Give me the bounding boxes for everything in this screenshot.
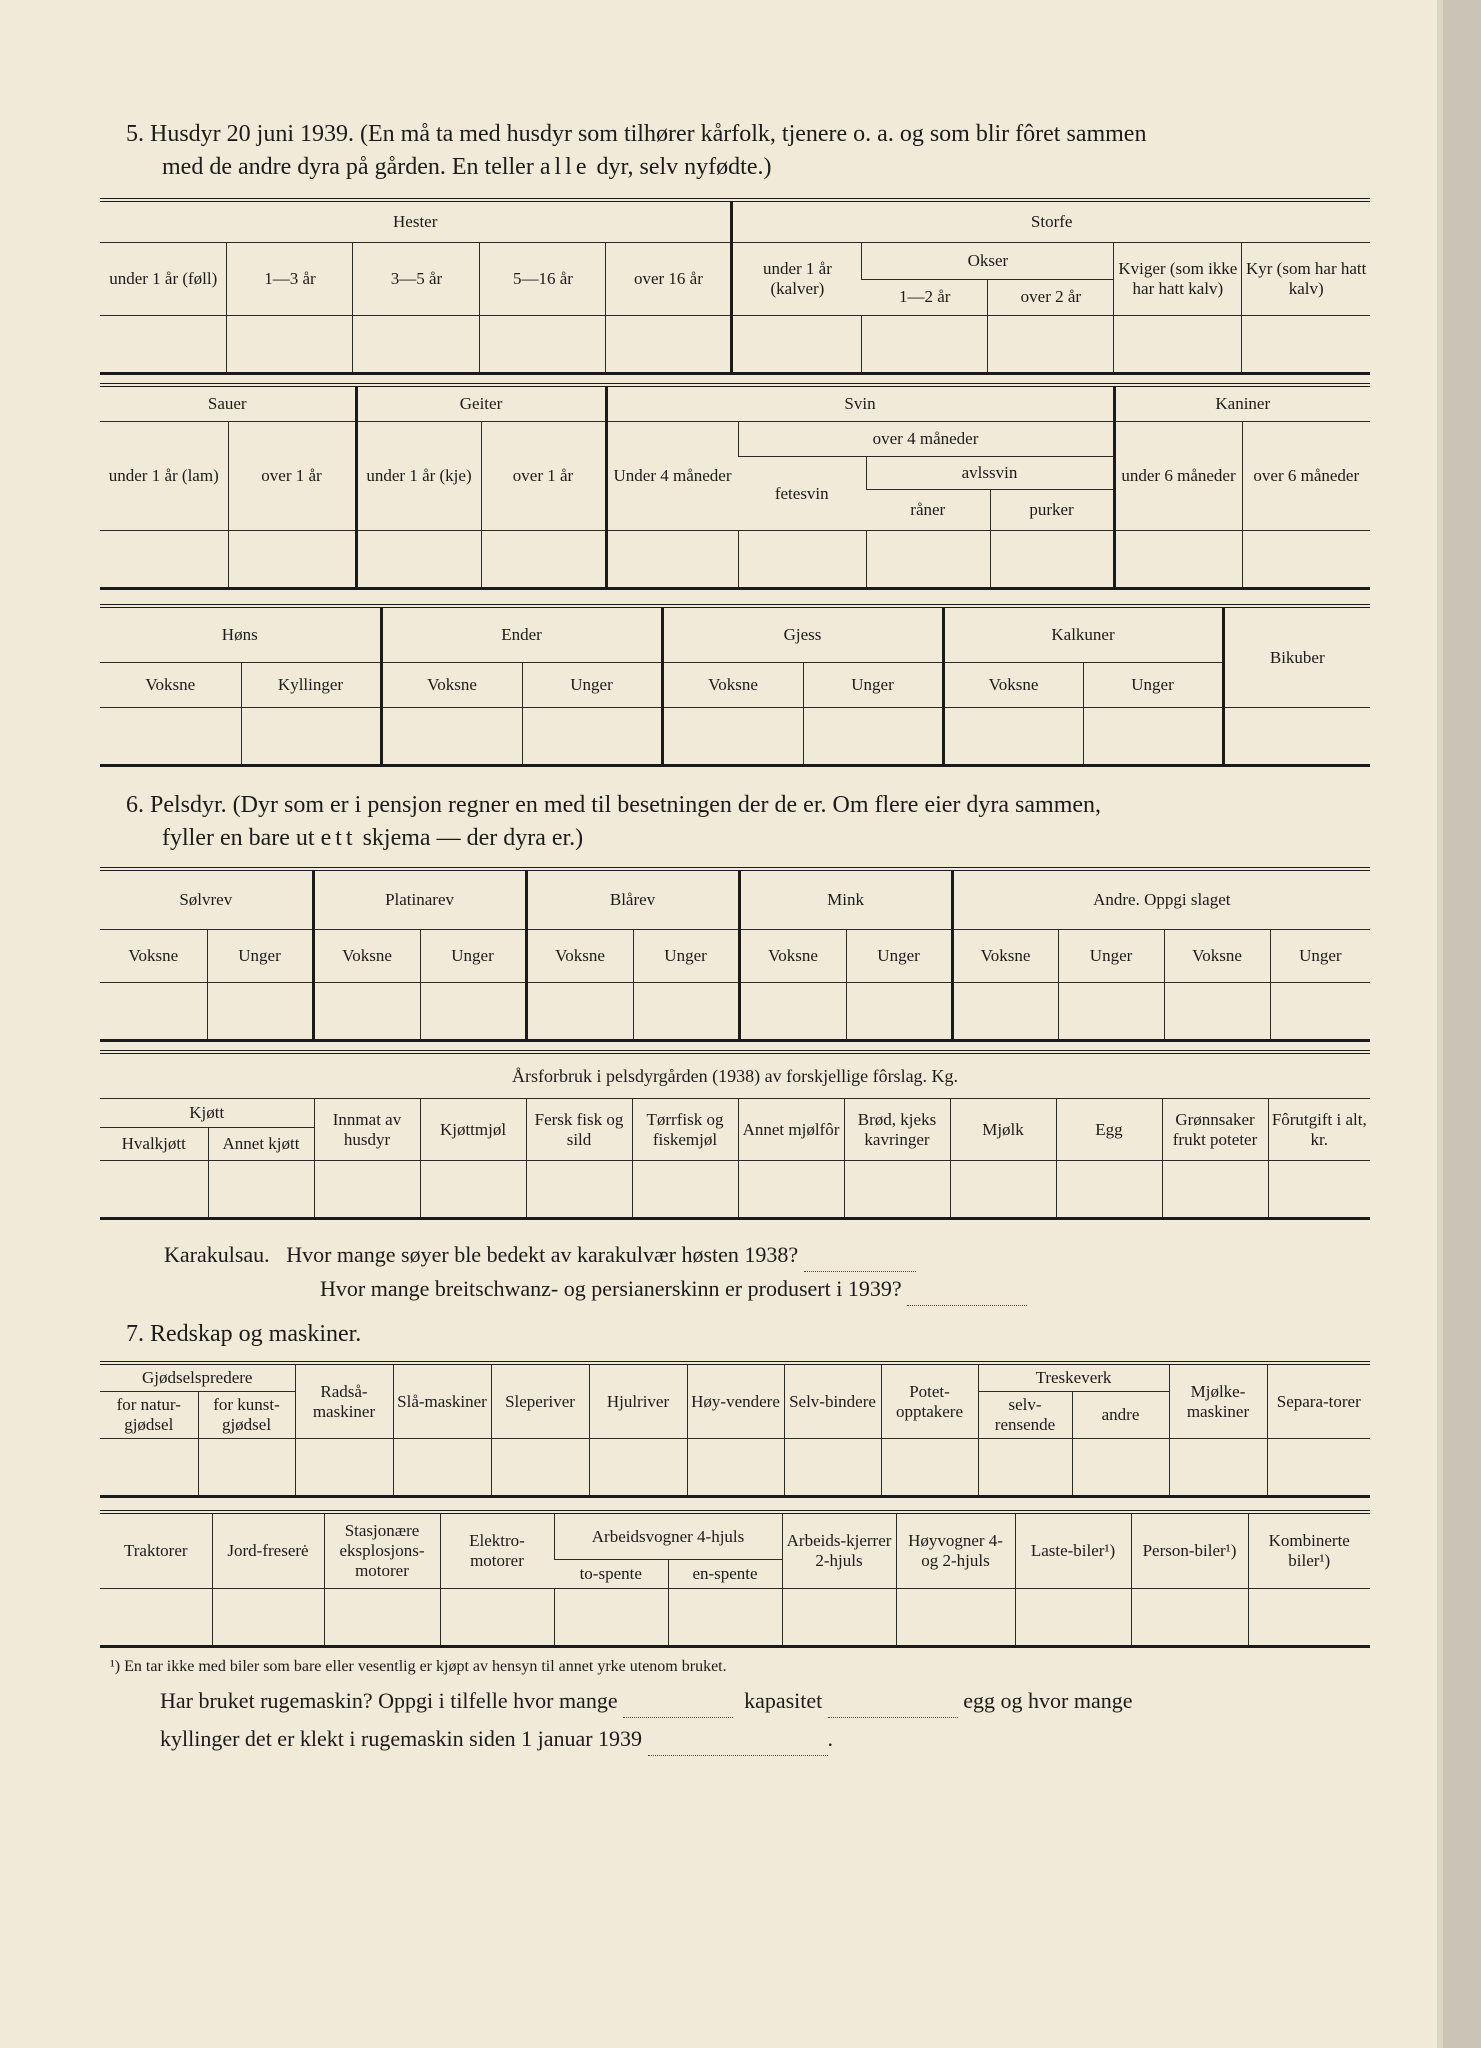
section5-heading-line2b: dyr, selv nyfødte.)	[596, 154, 772, 180]
entry-cell[interactable]	[862, 316, 988, 374]
col-storfe-kalver: under 1 år (kalver)	[732, 243, 862, 316]
entry-cell[interactable]	[356, 531, 481, 589]
table-pelsdyr-entry-row	[100, 983, 1370, 1041]
section6-heading-line2	[162, 822, 1370, 855]
entry-cell[interactable]	[687, 1439, 784, 1497]
col-kalkuner-unger: Unger	[1083, 663, 1223, 708]
page-edge	[1443, 0, 1481, 2048]
table-arsforbruk	[100, 1050, 1370, 1220]
entry-cell[interactable]	[100, 1589, 212, 1647]
entry-cell[interactable]	[1114, 316, 1242, 374]
col-gronnsaker: Grønnsaker frukt poteter	[1162, 1099, 1268, 1161]
col-selvbindere: Selv-bindere	[784, 1363, 881, 1439]
col-kyllinger: Kyllinger	[241, 663, 381, 708]
header-arbeidsvogner: Arbeidsvogner 4-hjuls	[554, 1512, 782, 1560]
table-redskap	[100, 1361, 1370, 1498]
col-hjulriver: Hjulriver	[589, 1363, 687, 1439]
entry-cell[interactable]	[353, 316, 480, 374]
section6-heading-line2a: fyller en bare ut	[162, 825, 315, 851]
col-solvrev-unger: Unger	[207, 930, 313, 983]
col-raner: råner	[866, 490, 990, 531]
header-ender: Ender	[381, 606, 662, 663]
col-kjottmjol: Kjøttmjøl	[420, 1099, 526, 1161]
rugemaskin-antall[interactable]	[623, 1691, 733, 1718]
header-gjodselspredere: Gjødselspredere	[142, 1368, 253, 1387]
entry-cell[interactable]	[950, 1161, 1056, 1219]
col-geit-under1: under 1 år (kje)	[356, 422, 481, 531]
entry-cell[interactable]	[100, 1439, 198, 1497]
entry-cell[interactable]	[1131, 1589, 1248, 1647]
col-torrfisk: Tørrfisk og fiskemjøl	[632, 1099, 738, 1161]
entry-cell[interactable]	[100, 531, 228, 589]
header-svin: Svin	[606, 385, 1114, 422]
col-selvrensende: selv-rensende	[978, 1392, 1072, 1439]
entry-cell[interactable]	[844, 1161, 950, 1219]
entry-cell[interactable]	[633, 983, 739, 1041]
entry-cell[interactable]	[662, 708, 803, 766]
entry-cell[interactable]	[100, 983, 207, 1041]
col-hons-voksne: Voksne	[100, 663, 241, 708]
entry-cell[interactable]	[606, 316, 732, 374]
entry-cell[interactable]	[1162, 1161, 1268, 1219]
header-storfe: Storfe	[732, 200, 1370, 243]
col-kaniner-under6: under 6 måneder	[1114, 422, 1242, 531]
entry-cell[interactable]	[738, 531, 866, 589]
section6-heading-line1: Pelsdyr. (Dyr som er i pensjon regner en med til besetningen der de er. Om flere eier dyra sammen,	[150, 792, 1102, 818]
entry-cell[interactable]	[1242, 531, 1370, 589]
entry-cell[interactable]	[1248, 1589, 1370, 1647]
rugemaskin-kapasitet[interactable]	[828, 1691, 958, 1718]
form-content	[100, 118, 1370, 1756]
section5-heading-line1: Husdyr 20 juni 1939. (En må ta med husdyr som tilhører kårfolk, tjenere o. a. og som blir fôret sammen	[150, 121, 1147, 147]
entry-cell[interactable]	[100, 316, 227, 374]
header-treskeverk: Treskeverk	[978, 1363, 1169, 1392]
section5-heading-spaced: alle	[539, 154, 591, 180]
section7-heading-text: Redskap og maskiner.	[150, 1321, 362, 1347]
entry-cell[interactable]	[526, 1161, 632, 1219]
header-avlssvin: avlssvin	[866, 457, 1114, 490]
entry-cell[interactable]	[988, 316, 1114, 374]
entry-cell[interactable]	[952, 983, 1058, 1041]
entry-cell[interactable]	[313, 983, 420, 1041]
header-sauer: Sauer	[207, 394, 247, 413]
section7-number: 7.	[126, 1321, 144, 1347]
col-hvalkjott: Hvalkjøtt	[100, 1128, 208, 1161]
col-purker: purker	[990, 490, 1114, 531]
rugemaskin-question: Har bruket rugemaskin? Oppgi i tilfelle hvor mange	[160, 1688, 618, 1713]
entry-cell[interactable]	[1164, 983, 1270, 1041]
col-elektromotorer: Elektro-motorer	[440, 1512, 554, 1589]
entry-cell[interactable]	[589, 1439, 687, 1497]
header-okser: Okser	[862, 243, 1114, 280]
col-lastebiler: Laste-biler¹)	[1015, 1512, 1131, 1589]
header-kaniner: Kaniner	[1114, 385, 1370, 422]
entry-cell[interactable]	[491, 1439, 589, 1497]
section6-heading-spaced: ett	[320, 825, 357, 851]
entry-cell[interactable]	[606, 531, 738, 589]
entry-cell[interactable]	[1268, 1161, 1370, 1219]
col-personbiler: Person-biler¹)	[1131, 1512, 1248, 1589]
header-solvrev: Sølvrev	[179, 890, 233, 909]
entry-cell[interactable]	[1083, 708, 1223, 766]
col-separatorer: Separa-torer	[1267, 1363, 1370, 1439]
entry-cell[interactable]	[481, 531, 606, 589]
col-annet-kjott: Annet kjøtt	[208, 1128, 314, 1161]
entry-cell[interactable]	[393, 1439, 491, 1497]
col-potetopptakere: Potet-opptakere	[881, 1363, 978, 1439]
col-blarev-voksne: Voksne	[526, 930, 633, 983]
table-redskap-entry-row	[100, 1439, 1370, 1497]
col-kaniner-over6: over 6 måneder	[1242, 422, 1370, 531]
col-ender-voksne: Voksne	[381, 663, 522, 708]
entry-cell[interactable]	[732, 316, 862, 374]
table-hester-storfe	[100, 198, 1370, 375]
col-forutgift: Fôrutgift i alt, kr.	[1268, 1099, 1370, 1161]
table-pelsdyr	[100, 867, 1370, 1042]
col-radsamaskiner: Radså-maskiner	[295, 1363, 393, 1439]
col-kunst-gjodsel: for kunst-gjødsel	[198, 1392, 295, 1439]
col-fetesvin: fetesvin	[738, 457, 866, 531]
entry-cell[interactable]	[782, 1589, 896, 1647]
header-kalkuner: Kalkuner	[943, 606, 1223, 663]
header-geiter: Geiter	[356, 385, 606, 422]
entry-cell[interactable]	[1072, 1439, 1169, 1497]
karakul-label: Karakulsau.	[164, 1242, 270, 1267]
col-gjess-voksne: Voksne	[662, 663, 803, 708]
entry-cell[interactable]	[1270, 983, 1370, 1041]
entry-cell[interactable]	[241, 708, 381, 766]
col-kviger: Kviger (som ikke har hatt kalv)	[1114, 243, 1242, 316]
section5-number: 5.	[126, 121, 144, 147]
col-kombinerte: Kombinerte biler¹)	[1248, 1512, 1370, 1589]
entry-cell[interactable]	[480, 316, 606, 374]
karakul-line2	[320, 1272, 1370, 1306]
col-kalkuner-voksne: Voksne	[943, 663, 1083, 708]
col-andre1-unger: Unger	[1058, 930, 1164, 983]
col-svin-under4: Under 4 måneder	[606, 422, 738, 531]
entry-cell[interactable]	[1056, 1161, 1162, 1219]
col-okser-over2: over 2 år	[988, 279, 1114, 316]
header-andre: Andre. Oppgi slaget	[952, 869, 1370, 930]
entry-cell[interactable]	[632, 1161, 738, 1219]
entry-cell[interactable]	[896, 1589, 1015, 1647]
col-ender-unger: Unger	[522, 663, 662, 708]
table-sauer-geiter-svin-kaniner	[100, 383, 1370, 590]
entry-cell[interactable]	[420, 1161, 526, 1219]
header-bikuber: Bikuber	[1223, 606, 1370, 708]
entry-cell[interactable]	[866, 531, 990, 589]
col-hester-3-5: 3—5 år	[353, 243, 480, 316]
col-enspente: en-spente	[668, 1560, 782, 1589]
col-annet-mjolfor: Annet mjølfôr	[738, 1099, 844, 1161]
table-sauer-entry-row	[100, 531, 1370, 589]
col-hester-1-3: 1—3 år	[227, 243, 353, 316]
entry-cell[interactable]	[522, 708, 662, 766]
col-mink-unger: Unger	[846, 930, 952, 983]
entry-cell[interactable]	[324, 1589, 440, 1647]
col-platinarev-unger: Unger	[420, 930, 526, 983]
entry-cell[interactable]	[100, 1161, 208, 1219]
header-platinarev: Platinarev	[313, 869, 526, 930]
table-maskiner-entry-row	[100, 1589, 1370, 1647]
table-fjaerkre-entry-row	[100, 708, 1370, 766]
col-sau-under1: under 1 år (lam)	[100, 422, 228, 531]
entry-cell[interactable]	[881, 1439, 978, 1497]
col-hoyvogner: Høyvogner 4- og 2-hjuls	[896, 1512, 1015, 1589]
rugemaskin-line1	[160, 1684, 1370, 1718]
rugemaskin-kapasitet-label: kapasitet	[744, 1688, 823, 1713]
col-innmat: Innmat av husdyr	[314, 1099, 420, 1161]
col-andre2-voksne: Voksne	[1164, 930, 1270, 983]
col-hester-5-16: 5—16 år	[480, 243, 606, 316]
col-fersk-fisk: Fersk fisk og sild	[526, 1099, 632, 1161]
entry-cell[interactable]	[212, 1589, 324, 1647]
entry-cell[interactable]	[803, 708, 943, 766]
entry-cell[interactable]	[668, 1589, 782, 1647]
col-tospente: to-spente	[554, 1560, 668, 1589]
entry-cell[interactable]	[943, 708, 1083, 766]
entry-cell[interactable]	[784, 1439, 881, 1497]
col-sau-over1: over 1 år	[228, 422, 356, 531]
table-fjaerkre	[100, 604, 1370, 767]
col-blarev-unger: Unger	[633, 930, 739, 983]
col-mjolkemaskiner: Mjølke-maskiner	[1169, 1363, 1267, 1439]
col-sleperiver: Sleperiver	[491, 1363, 589, 1439]
karakul-answer1[interactable]	[804, 1245, 916, 1272]
entry-cell[interactable]	[100, 708, 241, 766]
col-brod: Brød, kjeks kavringer	[844, 1099, 950, 1161]
col-okser-1-2: 1—2 år	[862, 279, 988, 316]
entry-cell[interactable]	[207, 983, 313, 1041]
col-kyr: Kyr (som har hatt kalv)	[1242, 243, 1370, 316]
header-gjess: Gjess	[662, 606, 943, 663]
entry-cell[interactable]	[738, 1161, 844, 1219]
col-andre1-voksne: Voksne	[952, 930, 1058, 983]
col-hester-over16: over 16 år	[606, 243, 732, 316]
rugemaskin-egg-label: egg og hvor mange	[963, 1688, 1133, 1713]
karakul-answer2[interactable]	[907, 1279, 1027, 1306]
entry-cell[interactable]	[440, 1589, 554, 1647]
entry-cell[interactable]	[228, 531, 356, 589]
col-egg: Egg	[1056, 1099, 1162, 1161]
header-mink: Mink	[739, 869, 952, 930]
section6-number: 6.	[126, 792, 144, 818]
section7-heading	[100, 1318, 1370, 1351]
entry-cell[interactable]	[1223, 708, 1370, 766]
karakul-line1	[164, 1238, 1370, 1272]
entry-cell[interactable]	[990, 531, 1114, 589]
col-platinarev-voksne: Voksne	[313, 930, 420, 983]
karakul-question2: Hvor mange breitschwanz- og persianerskinn er produsert i 1939?	[320, 1276, 902, 1301]
col-andre2-unger: Unger	[1270, 930, 1370, 983]
col-slamaskiner: Slå-maskiner	[393, 1363, 491, 1439]
entry-cell[interactable]	[739, 983, 846, 1041]
entry-cell[interactable]	[227, 316, 353, 374]
entry-cell[interactable]	[420, 983, 526, 1041]
entry-cell[interactable]	[198, 1439, 295, 1497]
entry-cell[interactable]	[314, 1161, 420, 1219]
section5-heading	[100, 118, 1370, 184]
col-natur-gjodsel: for natur-gjødsel	[100, 1392, 198, 1439]
table-hester-storfe-entry-row	[100, 316, 1370, 374]
footnote: ¹) En tar ikke med biler som bare eller vesentlig er kjøpt av hensyn til annet yrke utenom bruket.	[110, 1658, 727, 1675]
header-blarev: Blårev	[526, 869, 739, 930]
entry-cell[interactable]	[381, 708, 522, 766]
entry-cell[interactable]	[1058, 983, 1164, 1041]
entry-cell[interactable]	[208, 1161, 314, 1219]
header-svin-over4: over 4 måneder	[738, 422, 1114, 457]
header-hons: Høns	[221, 625, 258, 644]
col-gjess-unger: Unger	[803, 663, 943, 708]
col-arbeidskjerrer: Arbeids-kjerrer 2-hjuls	[782, 1512, 896, 1589]
col-mjolk: Mjølk	[950, 1099, 1056, 1161]
col-jordfresere: Jord-freserė	[212, 1512, 324, 1589]
col-traktorer: Traktorer	[123, 1541, 188, 1560]
entry-cell[interactable]	[1015, 1589, 1131, 1647]
arsforbruk-title: Årsforbruk i pelsdyrgården (1938) av forskjellige fôrslag. Kg.	[512, 1066, 959, 1086]
karakul-question1: Hvor mange søyer ble bedekt av karakulvær høsten 1938?	[286, 1242, 799, 1267]
col-treskeverk-andre: andre	[1072, 1392, 1169, 1439]
table-maskiner	[100, 1510, 1370, 1648]
entry-cell[interactable]	[1242, 316, 1370, 374]
entry-cell[interactable]	[1267, 1439, 1370, 1497]
entry-cell[interactable]	[846, 983, 952, 1041]
rugemaskin-line2: kyllinger det er klekt i rugemaskin siden 1 januar 1939 .	[160, 1722, 1370, 1756]
entry-cell[interactable]	[295, 1439, 393, 1497]
section5-heading-line2a: med de andre dyra på gården. En teller	[162, 154, 534, 180]
section6-heading	[100, 789, 1370, 855]
entry-cell[interactable]	[1114, 531, 1242, 589]
col-solvrev-voksne: Voksne	[100, 930, 207, 983]
col-hester-under1: under 1 år (føll)	[100, 243, 227, 316]
entry-cell[interactable]	[554, 1589, 668, 1647]
rugemaskin-kyllinger[interactable]	[648, 1729, 828, 1756]
page-edge-shadow	[1437, 0, 1443, 2048]
section6-heading-line2b: skjema — der dyra er.)	[362, 825, 584, 851]
col-hoyvendere: Høy-vendere	[687, 1363, 784, 1439]
header-kjott: Kjøtt	[100, 1099, 314, 1128]
table-arsforbruk-entry-row	[100, 1161, 1370, 1219]
entry-cell[interactable]	[526, 983, 633, 1041]
col-geit-over1: over 1 år	[481, 422, 606, 531]
rugemaskin-kyllinger-label: kyllinger det er klekt i rugemaskin siden 1 januar 1939	[160, 1726, 643, 1751]
col-stasjonaere: Stasjonære eksplosjons-motorer	[324, 1512, 440, 1589]
col-mink-voksne: Voksne	[739, 930, 846, 983]
section5-heading-line2	[162, 151, 1370, 184]
header-hester: Hester	[393, 212, 438, 231]
entry-cell[interactable]	[1169, 1439, 1267, 1497]
entry-cell[interactable]	[978, 1439, 1072, 1497]
